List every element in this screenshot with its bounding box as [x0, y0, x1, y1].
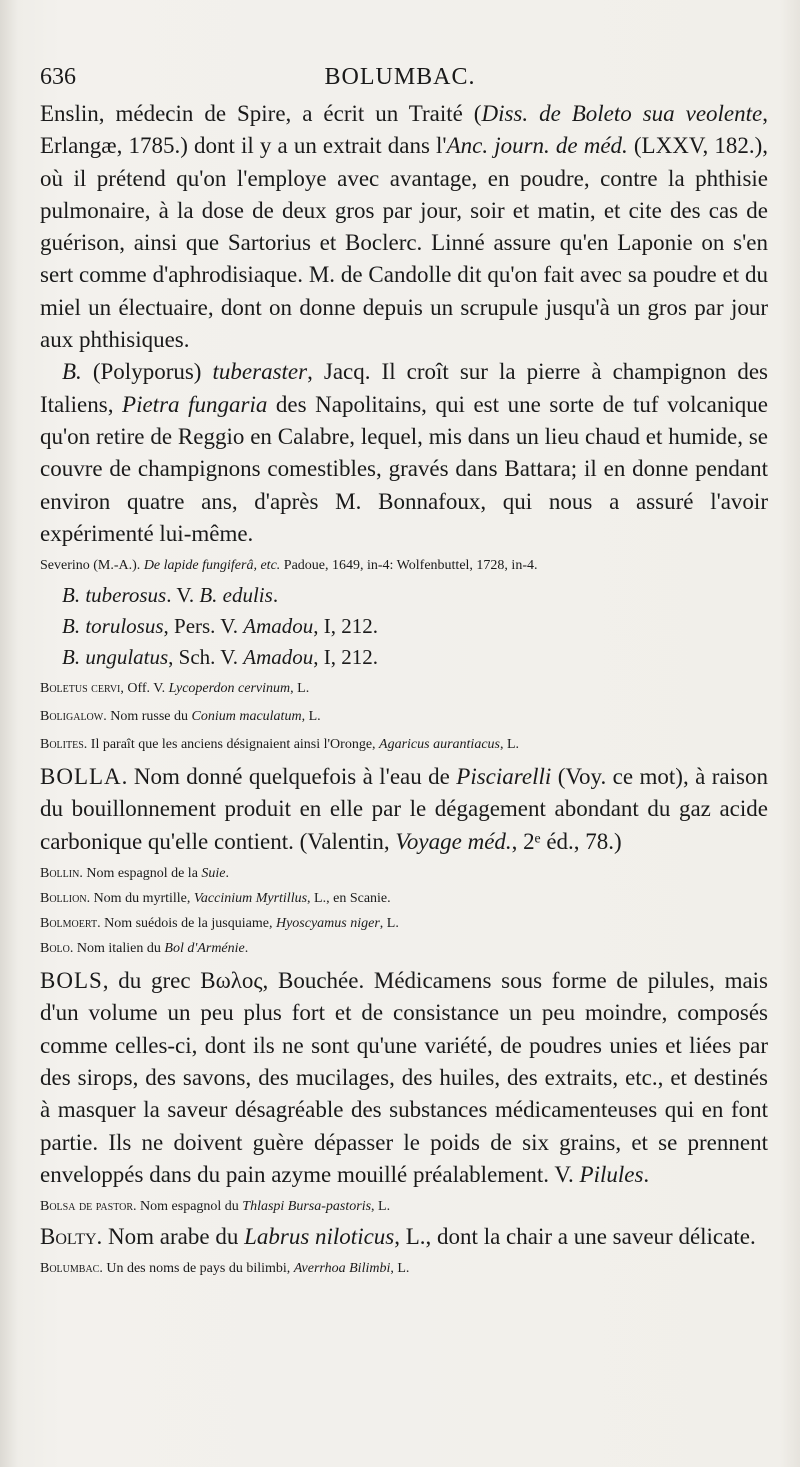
- paragraph-tuberaster: [40, 356, 768, 550]
- text: Enslin, médecin de Spire, a écrit un Traité (: [40, 101, 482, 126]
- italic-term: Pietra fungaria: [122, 391, 268, 417]
- entry-headword: Bolty: [40, 1224, 97, 1250]
- italic-title: Voyage méd.: [395, 828, 512, 854]
- species-name: Hyoscyamus niger: [275, 916, 380, 932]
- italic-title: De lapide fungiferâ, etc.: [143, 558, 281, 574]
- text: , Bouchée. Médicamens sous forme de pilules, mais d'un volume un peu plus fort et de consistance un peu moindre, composés comme celles-ci, dont ils ne sont qu'une variété, de poudres unies et liées par des sirops, des savons, des mucilages, des huiles, des extraits, etc., et destinés à masquer la saveur désagréable des substances médicamenteuses qui en font partie. Ils ne doivent guère dépasser le poids de six grains, et se prennent enveloppés dans du pain azyme mouillé préalablement. V.: [40, 968, 769, 1187]
- entry-ungulatus: [40, 642, 768, 673]
- text: Padoue, 1649, in-4: Wolfenbuttel, 1728, in-4.: [280, 558, 538, 574]
- text: (Voy. ce mot), à raison du bouillonnement produit en elle par le dégagement abondant du gaz acide carbonique qu'elle contient. (Valentin,: [40, 764, 768, 854]
- entry-boligalow: [40, 704, 768, 729]
- text: . Nom arabe du: [96, 1224, 245, 1250]
- text: . Nom russe du: [103, 709, 192, 725]
- species-name: Lycoperdon cervinum: [168, 681, 291, 697]
- italic-term: Suie: [201, 866, 226, 882]
- text: .: [225, 866, 230, 882]
- text: , L.: [290, 681, 310, 697]
- text: . Nom italien du: [69, 941, 165, 957]
- italic-title: Diss. de Boleto sua veolente: [481, 101, 763, 126]
- text: .: [244, 941, 249, 957]
- entry-bollin: [40, 861, 768, 886]
- reference-severino: [40, 553, 768, 578]
- genus-abbrev: B.: [62, 359, 82, 385]
- entry-torulosus: [40, 611, 768, 642]
- text: , du grec: [102, 968, 201, 994]
- running-head: BOLUMBAC.: [324, 64, 476, 90]
- text: , I, 212.: [313, 614, 379, 639]
- text: . Nom du myrtille,: [86, 891, 194, 907]
- greek-word: Βωλος: [200, 968, 263, 994]
- species-name: B. tuberosus: [62, 583, 167, 608]
- text: . Nom espagnol de la: [79, 866, 202, 882]
- page-header: [0, 58, 800, 98]
- text: (Polyporus): [81, 359, 213, 385]
- text: , Sch. V.: [168, 645, 244, 670]
- text: , L.: [390, 1261, 410, 1277]
- entry-tuberosus: [40, 580, 768, 611]
- species-name: Agaricus aurantiacus: [379, 737, 500, 753]
- cross-reference: Amadou: [243, 645, 314, 670]
- cross-reference: Amadou: [243, 614, 314, 639]
- species-name: Conium maculatum: [191, 709, 302, 725]
- entry-headword: Boletus cervi: [40, 681, 121, 697]
- text: , Pers. V.: [163, 614, 244, 639]
- text: . Un des noms de pays du bilimbi,: [99, 1261, 294, 1277]
- species-name: B. edulis: [199, 583, 273, 608]
- entry-bols: [40, 965, 768, 1191]
- text: , 2ᵉ éd., 78.): [511, 828, 622, 854]
- text: , L., en Scanie.: [307, 891, 391, 907]
- entry-headword: Bolo: [40, 941, 70, 957]
- species-name: B. ungulatus: [62, 645, 169, 670]
- text: . Nom donné quelquefois à l'eau de: [121, 764, 457, 790]
- text: Severino (M.-A.).: [40, 558, 144, 574]
- text: . V.: [166, 583, 200, 608]
- entry-headword: BOLLA: [40, 764, 122, 790]
- entry-headword: Bolites: [40, 737, 84, 753]
- text: , I, 212.: [313, 645, 379, 670]
- text: . Nom suédois de la jusquiame,: [97, 916, 276, 932]
- species-name: tuberaster: [212, 359, 308, 385]
- entry-boletus-cervi: [40, 676, 768, 701]
- entry-bolites: [40, 732, 768, 757]
- text: , L.: [379, 916, 399, 932]
- page-body: [40, 98, 768, 1283]
- text: des Napolitains, qui est une sorte de tuf volcanique qu'on retire de Reggio en Calabre, lequel, mis dans un lieu chaud et humide, se couvre de champignons comestibles, gravés dans Battara; il en donne pendant environ quatre ans, d'après M. Bonnafoux, qui nous a assuré l'avoir expérimenté lui-même.: [40, 391, 768, 546]
- entry-headword: Bollion: [40, 891, 87, 907]
- italic-term: Bol d'Arménie: [164, 941, 245, 957]
- text: .: [272, 583, 279, 608]
- text: , L.: [500, 737, 520, 753]
- entry-bolla: [40, 761, 768, 858]
- text: , L., dont la chair a une saveur délicate.: [394, 1224, 756, 1250]
- entry-headword: Bollin: [40, 866, 80, 882]
- entry-headword: Boligalow: [40, 709, 104, 725]
- text: , L.: [301, 709, 321, 725]
- text: . Il paraît que les anciens désignaient ainsi l'Oronge,: [83, 737, 380, 753]
- entry-bolo: [40, 936, 768, 961]
- species-name: Vaccinium Myrtillus: [193, 891, 308, 907]
- text: , Erlangæ, 1785.) dont il y a un extrait dans l': [40, 101, 768, 159]
- species-name: B. torulosus: [62, 614, 164, 639]
- italic-title: Anc. journ. de méd.: [446, 133, 628, 159]
- paragraph-boletus-continued: [40, 98, 768, 356]
- place-name: Pisciarelli: [456, 764, 552, 790]
- text: .: [643, 1161, 650, 1187]
- species-name: Labrus niloticus: [244, 1224, 395, 1250]
- text: , L.: [371, 1199, 391, 1215]
- species-name: Averrhoa Bilimbi: [293, 1261, 391, 1277]
- entry-headword: Bolumbac: [40, 1261, 100, 1277]
- text: (LXXV, 182.), où il prétend qu'on l'employe avec avantage, en poudre, contre la phthisie pulmonaire, à la dose de deux gros par jour, soir et matin, et cite des cas de guérison, ainsi que Sartorius et Boclerc. Linné assure qu'en Laponie on s'en sert comme d'aphrodisiaque. M. de Candolle dit qu'on fait avec sa poudre et du miel un électuaire, dont on donne depuis un scrupule jusqu'à un gros par jour aux phthisiques.: [40, 133, 768, 353]
- text: , Jacq. Il croît sur la pierre à champignon des Italiens,: [40, 359, 768, 417]
- entry-headword: BOLS: [40, 968, 103, 994]
- entry-bolsa-de-pastor: [40, 1194, 768, 1219]
- entry-bolmoert: [40, 911, 768, 936]
- entry-bolty: [40, 1221, 768, 1253]
- page-number: 636: [40, 64, 76, 90]
- entry-bolumbac: [40, 1256, 768, 1281]
- cross-reference: Pilules: [579, 1161, 644, 1187]
- entry-headword: Bolsa de pastor: [40, 1199, 134, 1215]
- text: . Nom espagnol du: [133, 1199, 243, 1215]
- text: , Off. V.: [120, 681, 169, 697]
- species-name: Thlaspi Bursa-pastoris: [242, 1199, 372, 1215]
- entry-headword: Bolmoert: [40, 916, 98, 932]
- entry-bollion: [40, 886, 768, 911]
